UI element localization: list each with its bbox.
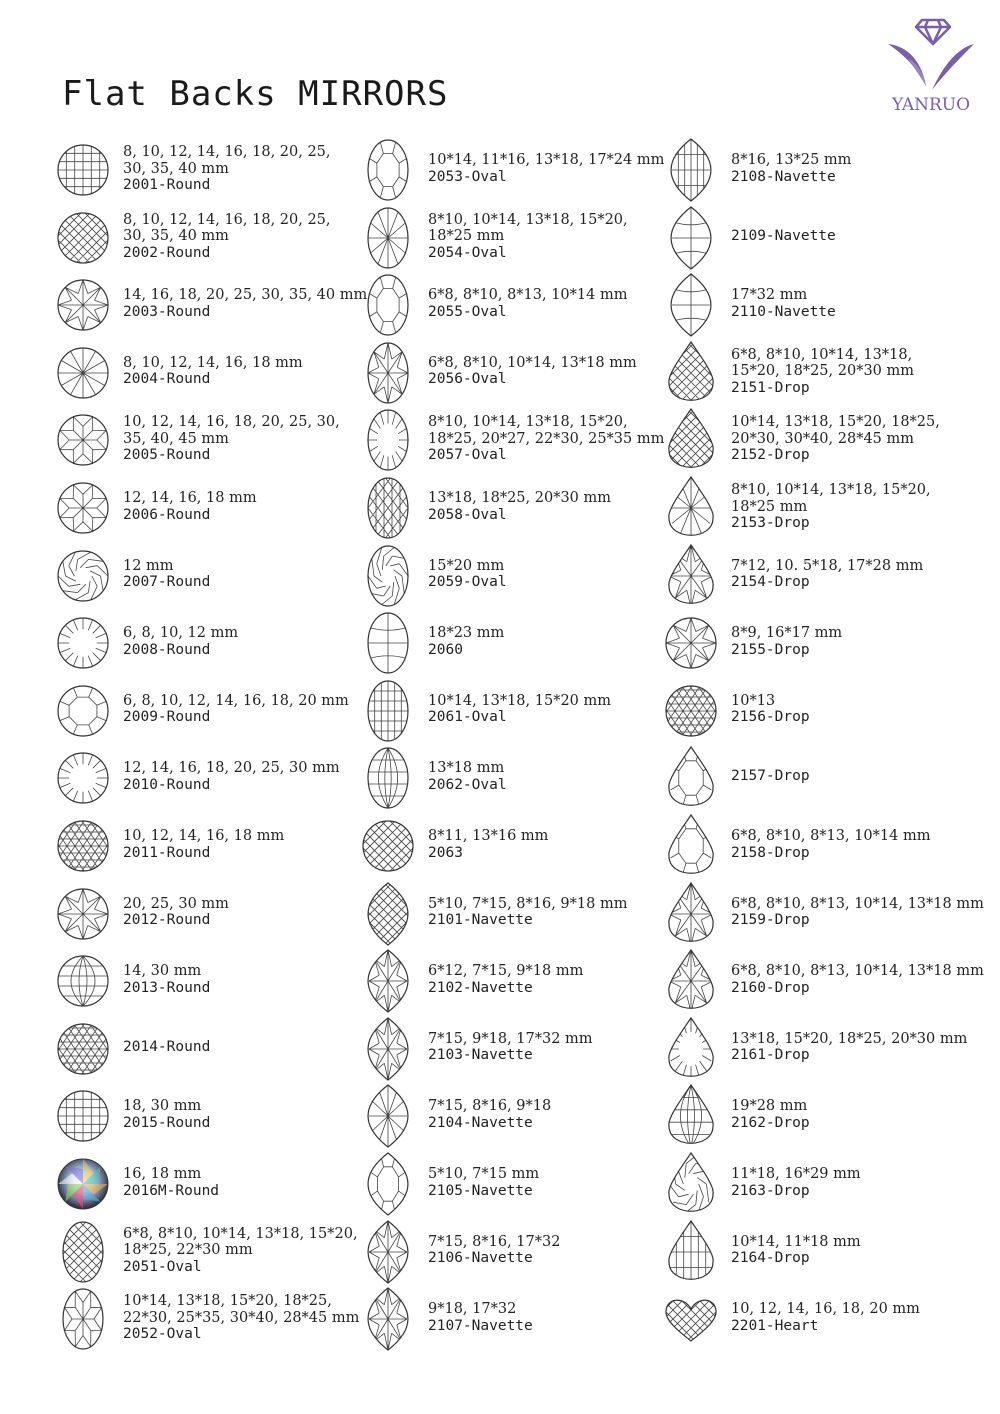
product-code: 2162-Drop [731, 1114, 810, 1131]
product-item-2051-oval [55, 1220, 358, 1286]
product-text [428, 558, 668, 591]
navette-diamond-grid-icon [360, 882, 416, 946]
product-text [428, 1031, 668, 1064]
product-text [731, 414, 971, 464]
product-text [123, 1098, 363, 1131]
drop-diamond-grid-icon [663, 408, 719, 472]
round-ab-crystal-icon [55, 1152, 111, 1216]
product-text [731, 1234, 971, 1267]
size-line: 18*25, 22*30 mm [123, 1242, 253, 1259]
navette-cross-icon [663, 206, 719, 270]
product-item-2057-oval [360, 408, 665, 474]
product-item-2003-round [55, 273, 368, 339]
round-grid-icon [55, 1084, 111, 1148]
round-tri-grid-icon [55, 814, 111, 878]
oval-rose-icon [360, 544, 416, 608]
product-text [123, 693, 363, 726]
product-item-2055-oval [360, 273, 660, 339]
product-text [731, 152, 971, 185]
size-line: 14, 30 mm [123, 963, 202, 980]
drop-diamond-grid-icon [663, 341, 719, 405]
product-item-2107-navette [360, 1287, 660, 1353]
product-text [731, 1031, 971, 1064]
product-code: 2110-Navette [731, 303, 836, 320]
size-line: 10*14, 11*16, 13*18, 17*24 mm [428, 152, 665, 168]
size-line: 7*12, 10. 5*18, 17*28 mm [731, 557, 924, 574]
round-flower-icon [55, 476, 111, 540]
product-item-2108-navette [663, 138, 963, 204]
size-line: 20*30, 30*40, 28*45 mm [731, 430, 914, 447]
product-code: 2103-Navette [428, 1047, 533, 1064]
product-text [428, 490, 668, 523]
drop-radial-icon [663, 476, 719, 540]
size-line: 8*11, 13*16 mm [428, 828, 549, 844]
product-item-2062-oval [360, 746, 660, 812]
product-text [428, 1234, 668, 1267]
product-code: 2011-Round [123, 844, 211, 861]
product-text [428, 212, 668, 262]
oval-stripes-diamond-icon [360, 476, 416, 540]
oval-octagon-icon [360, 273, 416, 337]
product-text [123, 287, 368, 320]
size-line: 8*10, 10*14, 13*18, 15*20, [731, 482, 931, 498]
product-code: 2009-Round [123, 709, 211, 726]
drop-octagon-icon [663, 746, 719, 810]
product-item-2201-heart [663, 1287, 963, 1353]
size-line: 6*12, 7*15, 9*18 mm [428, 963, 584, 980]
product-item-2011-round [55, 814, 355, 880]
product-text [731, 347, 971, 397]
product-item-2104-navette [360, 1084, 660, 1150]
navette-star-facets-icon [360, 1287, 416, 1351]
drop-star-facets-icon [663, 949, 719, 1013]
product-text [731, 1166, 971, 1199]
product-text [428, 287, 668, 320]
product-item-2155-drop [663, 611, 963, 677]
product-item-2056-oval [360, 341, 660, 407]
product-text [731, 768, 971, 785]
product-code: 2163-Drop [731, 1182, 810, 1199]
oval-globe-light-icon [360, 746, 416, 810]
size-line: 10*14, 13*18, 15*20 mm [428, 692, 611, 709]
product-code: 2158-Drop [731, 844, 810, 861]
size-line: 18*25 mm [428, 228, 505, 245]
product-code: 2201-Heart [731, 1317, 819, 1334]
size-line: 22*30, 25*35, 30*40, 28*45 mm [123, 1309, 360, 1326]
navette-star-facets-icon [360, 1017, 416, 1081]
navette-stripes-icon [663, 138, 719, 202]
product-item-2002-round [55, 206, 355, 272]
size-line: 9*18, 17*32 [428, 1301, 517, 1318]
product-code: 2015-Round [123, 1114, 211, 1131]
size-line: 8*9, 16*17 mm [731, 625, 843, 642]
oval-flower-icon [55, 1287, 111, 1351]
product-code: 2058-Oval [428, 506, 507, 523]
product-code: 2012-Round [123, 912, 211, 929]
oval-grid-icon [360, 679, 416, 743]
product-item-2158-drop [663, 814, 963, 880]
size-line: 12, 14, 16, 18, 20, 25, 30 mm [123, 760, 340, 777]
product-text [731, 693, 971, 726]
product-text [428, 760, 668, 793]
drop-stripes-icon [663, 1220, 719, 1284]
product-item-2164-drop [663, 1220, 963, 1286]
size-line: 35, 40, 45 mm [123, 430, 229, 447]
oval-octagon-icon [360, 138, 416, 202]
product-code: 2108-Navette [731, 168, 836, 185]
size-line: 18, 30 mm [123, 1098, 202, 1115]
oval-star-facets-icon [360, 341, 416, 405]
product-item-2016m-round [55, 1152, 355, 1218]
product-code: 2005-Round [123, 447, 211, 464]
product-text [428, 414, 668, 464]
product-item-2005-round [55, 408, 355, 474]
size-line: 13*18, 15*20, 18*25, 20*30 mm [731, 1030, 968, 1047]
drop-octagon-icon [663, 814, 719, 878]
size-line: 16, 18 mm [123, 1166, 202, 1182]
size-line: 11*18, 16*29 mm [731, 1166, 861, 1182]
round-star-facets-icon [663, 611, 719, 675]
size-line: 5*10, 7*15, 8*16, 9*18 mm [428, 895, 628, 912]
product-code: 2002-Round [123, 244, 211, 261]
product-text [123, 760, 363, 793]
product-text [123, 558, 363, 591]
product-item-2156-drop [663, 679, 963, 745]
product-item-2007-round [55, 544, 355, 610]
product-code: 2104-Navette [428, 1114, 533, 1131]
product-item-2160-drop [663, 949, 984, 1015]
product-text [428, 828, 668, 861]
product-code: 2001-Round [123, 177, 211, 193]
product-item-2102-navette [360, 949, 660, 1015]
product-text [428, 625, 668, 658]
size-line: 8, 10, 12, 14, 16, 18 mm [123, 354, 303, 371]
size-line: 15*20 mm [428, 557, 505, 574]
product-code: 2063 [428, 844, 463, 861]
size-line: 20, 25, 30 mm [123, 895, 229, 912]
size-line: 6*8, 8*10, 10*14, 13*18, 15*20, [123, 1225, 358, 1242]
size-line: 8, 10, 12, 14, 16, 18, 20, 25, [123, 144, 331, 160]
product-text [123, 490, 363, 523]
product-item-2015-round [55, 1084, 355, 1150]
product-item-2008-round [55, 611, 355, 677]
size-line: 12, 14, 16, 18 mm [123, 490, 257, 506]
product-text [123, 212, 363, 262]
round-radial-icon [55, 341, 111, 405]
navette-octagon-icon [360, 1152, 416, 1216]
round-octagon-icon [55, 679, 111, 743]
product-code: 2054-Oval [428, 244, 507, 261]
size-line: 13*18, 18*25, 20*30 mm [428, 490, 611, 506]
product-code: 2003-Round [123, 303, 211, 320]
product-item-2004-round [55, 341, 355, 407]
product-text [123, 1039, 363, 1056]
product-item-2009-round [55, 679, 355, 745]
product-item-2159-drop [663, 882, 984, 948]
drop-rose-icon [663, 1152, 719, 1216]
size-line: 6*8, 8*10, 8*13, 10*14 mm [428, 287, 628, 304]
size-line: 7*15, 9*18, 17*32 mm [428, 1030, 593, 1047]
product-code: 2053-Oval [428, 168, 507, 185]
product-text [123, 144, 363, 194]
product-text [731, 1301, 971, 1334]
product-code: 2102-Navette [428, 979, 533, 996]
size-line: 10*14, 11*18 mm [731, 1233, 861, 1250]
product-code: 2013-Round [123, 979, 211, 996]
product-code: 2155-Drop [731, 641, 810, 658]
product-item-2109-navette [663, 206, 963, 272]
product-item-2061-oval [360, 679, 660, 745]
navette-cross-icon [663, 273, 719, 337]
product-code: 2153-Drop [731, 515, 810, 531]
size-line: 8*10, 10*14, 13*18, 15*20, [428, 414, 628, 431]
product-item-2105-navette [360, 1152, 660, 1218]
product-item-2101-navette [360, 882, 660, 948]
size-line: 6*8, 8*10, 8*13, 10*14 mm [731, 828, 931, 844]
product-code: 2152-Drop [731, 447, 810, 464]
product-item-2162-drop [663, 1084, 963, 1150]
product-code: 2052-Oval [123, 1326, 202, 1343]
product-text [731, 625, 971, 658]
product-item-2152-drop [663, 408, 963, 474]
round-rose-icon [55, 544, 111, 608]
product-item-2106-navette [360, 1220, 660, 1286]
size-line: 7*15, 8*16, 17*32 [428, 1233, 561, 1250]
size-line: 6*8, 8*10, 10*14, 13*18 mm [428, 354, 637, 371]
product-code: 2101-Navette [428, 912, 533, 929]
product-code: 2109-Navette [731, 227, 836, 244]
size-line: 15*20, 18*25, 20*30 mm [731, 363, 914, 380]
size-line: 10*13 [731, 692, 776, 709]
product-item-2013-round [55, 949, 355, 1015]
size-line: 19*28 mm [731, 1098, 808, 1115]
drop-star-facets-icon [663, 882, 719, 946]
product-item-2157-drop [663, 746, 963, 812]
product-code: 2016M-Round [123, 1182, 220, 1199]
product-text [428, 1098, 668, 1131]
product-code: 2105-Navette [428, 1182, 533, 1199]
size-line: 12 mm [123, 557, 174, 574]
product-code: 2061-Oval [428, 709, 507, 726]
product-text [731, 228, 971, 245]
product-code: 2007-Round [123, 574, 211, 591]
product-text [428, 963, 668, 996]
drop-globe-icon [663, 1084, 719, 1148]
product-text [731, 1098, 971, 1131]
product-code: 2161-Drop [731, 1047, 810, 1064]
product-code: 2151-Drop [731, 379, 810, 396]
product-item-2054-oval [360, 206, 660, 272]
diamond-swoosh-icon [878, 14, 983, 94]
round-tri-grid-icon [663, 679, 719, 743]
product-text [123, 896, 363, 929]
product-text [123, 828, 363, 861]
size-line: 10*14, 13*18, 15*20, 18*25, [731, 414, 940, 431]
size-line: 10, 12, 14, 16, 18, 20 mm [731, 1301, 920, 1318]
round-diamond-grid-icon [360, 814, 416, 878]
size-line: 6*8, 8*10, 8*13, 10*14, 13*18 mm [731, 963, 984, 980]
size-line: 18*25, 20*27, 22*30, 25*35 mm [428, 430, 665, 447]
size-line: 6, 8, 10, 12, 14, 16, 18, 20 mm [123, 692, 349, 709]
size-line: 5*10, 7*15 mm [428, 1166, 540, 1182]
size-line: 30, 35, 40 mm [123, 160, 229, 177]
product-item-2063 [360, 814, 660, 880]
round-star-facets-icon [55, 882, 111, 946]
product-text [428, 1166, 668, 1199]
round-tri-grid-icon [55, 1017, 111, 1081]
product-code: 2106-Navette [428, 1250, 533, 1267]
product-text [731, 963, 984, 996]
round-diamond-grid-icon [55, 206, 111, 270]
product-code: 2004-Round [123, 371, 211, 388]
product-code: 2057-Oval [428, 447, 507, 464]
product-item-2103-navette [360, 1017, 660, 1083]
navette-star-facets-icon [360, 1220, 416, 1284]
product-item-2161-drop [663, 1017, 968, 1083]
product-text [731, 558, 971, 591]
size-line: 6*8, 8*10, 8*13, 10*14, 13*18 mm [731, 895, 984, 912]
size-line: 14, 16, 18, 20, 25, 30, 35, 40 mm [123, 287, 368, 304]
size-line: 8, 10, 12, 14, 16, 18, 20, 25, [123, 211, 331, 228]
product-code: 2156-Drop [731, 709, 810, 726]
product-text [123, 1293, 363, 1343]
product-code: 2056-Oval [428, 371, 507, 388]
product-code: 2159-Drop [731, 912, 810, 929]
product-code: 2154-Drop [731, 574, 810, 591]
product-text [731, 828, 971, 861]
product-item-2058-oval [360, 476, 660, 542]
product-item-2110-navette [663, 273, 963, 339]
size-line: 18*25 mm [731, 498, 808, 515]
size-line: 8*10, 10*14, 13*18, 15*20, [428, 211, 628, 228]
product-item-2014-round [55, 1017, 355, 1083]
product-item-2010-round [55, 746, 355, 812]
round-grid-icon [55, 138, 111, 202]
size-line: 10, 12, 14, 16, 18 mm [123, 828, 285, 844]
product-text [123, 355, 363, 388]
product-text [123, 414, 363, 464]
product-item-2163-drop [663, 1152, 963, 1218]
product-code: 2059-Oval [428, 574, 507, 591]
size-line: 30, 35, 40 mm [123, 228, 229, 245]
product-code: 2060 [428, 641, 463, 658]
size-line: 8*16, 13*25 mm [731, 152, 852, 168]
size-line: 6*8, 8*10, 10*14, 13*18, [731, 346, 913, 363]
product-text [731, 287, 971, 320]
oval-diamond-grid-icon [55, 1220, 111, 1284]
product-item-2006-round [55, 476, 355, 542]
navette-star-facets-icon [360, 949, 416, 1013]
oval-ring-radial-icon [360, 408, 416, 472]
product-item-2060 [360, 611, 660, 677]
heart-diamond-grid-icon [663, 1287, 719, 1351]
navette-radial-icon [360, 1084, 416, 1148]
round-flower-icon [55, 408, 111, 472]
round-ring-radial-icon [55, 746, 111, 810]
product-text [123, 1226, 363, 1276]
size-line: 18*23 mm [428, 625, 505, 642]
round-globe-icon [55, 949, 111, 1013]
product-text [428, 355, 668, 388]
product-item-2012-round [55, 882, 355, 948]
size-line: 17*32 mm [731, 287, 808, 304]
size-line: 13*18 mm [428, 760, 505, 777]
size-line: 10*14, 13*18, 15*20, 18*25, [123, 1293, 332, 1310]
product-code: 2051-Oval [123, 1258, 202, 1275]
product-code: 2055-Oval [428, 303, 507, 320]
product-item-2151-drop [663, 341, 963, 407]
product-item-2001-round [55, 138, 355, 204]
product-text [123, 625, 363, 658]
product-text [123, 1166, 363, 1199]
product-item-2153-drop [663, 476, 963, 542]
product-item-2154-drop [663, 544, 963, 610]
product-code: 2164-Drop [731, 1250, 810, 1267]
brand-name: YANRUO [891, 95, 971, 115]
product-code: 2062-Oval [428, 776, 507, 793]
product-text [428, 152, 668, 185]
size-line: 10, 12, 14, 16, 18, 20, 25, 30, [123, 414, 340, 431]
page-title: Flat Backs MIRRORS [62, 74, 449, 114]
product-code: 2157-Drop [731, 768, 810, 785]
product-text [428, 896, 668, 929]
drop-ring-radial-icon [663, 1017, 719, 1081]
product-text [123, 963, 363, 996]
product-text [731, 895, 984, 929]
product-item-2059-oval [360, 544, 660, 610]
drop-star-facets-icon [663, 544, 719, 608]
product-item-2052-oval [55, 1287, 360, 1353]
product-item-2053-oval [360, 138, 665, 204]
product-code: 2014-Round [123, 1038, 211, 1055]
size-line: 7*15, 8*16, 9*18 [428, 1098, 552, 1115]
oval-radial-icon [360, 206, 416, 270]
product-text [428, 1301, 668, 1334]
size-line: 6, 8, 10, 12 mm [123, 625, 239, 642]
product-code: 2107-Navette [428, 1317, 533, 1334]
oval-cross-icon [360, 611, 416, 675]
product-code: 2006-Round [123, 506, 211, 523]
round-ring-radial-icon [55, 611, 111, 675]
product-text [731, 482, 971, 532]
round-star-facets-icon [55, 273, 111, 337]
product-text [428, 693, 668, 726]
product-code: 2010-Round [123, 776, 211, 793]
product-code: 2008-Round [123, 641, 211, 658]
product-code: 2160-Drop [731, 979, 810, 996]
